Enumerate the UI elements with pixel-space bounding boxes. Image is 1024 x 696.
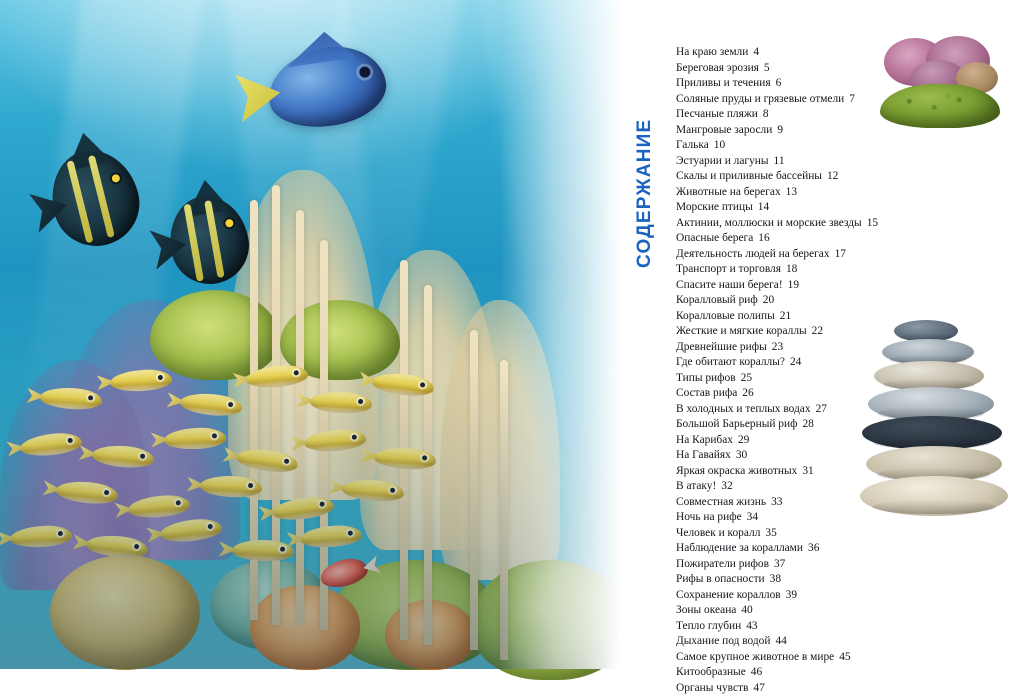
toc-entry-page: 16 xyxy=(758,232,769,244)
toc-entry[interactable] xyxy=(676,681,946,696)
toc-entry-page: 14 xyxy=(758,201,769,213)
toc-entry-page: 45 xyxy=(839,651,850,663)
toc-entry-title: Наблюдение за кораллами xyxy=(676,542,803,554)
stone xyxy=(862,416,1002,450)
toc-entry-page: 17 xyxy=(835,248,846,260)
stone xyxy=(860,476,1008,516)
toc-entry-title: Коралловый риф xyxy=(676,294,758,306)
toc-entry-title: В холодных и теплых водах xyxy=(676,403,811,415)
toc-entry-page: 39 xyxy=(786,589,797,601)
toc-entry-page: 47 xyxy=(753,682,764,694)
toc-entry-title: Яркая окраска животных xyxy=(676,465,797,477)
toc-entry-title: Типы рифов xyxy=(676,372,736,384)
toc-entry-title: Древнейшие рифы xyxy=(676,341,767,353)
toc-entry-title: Зоны океана xyxy=(676,604,736,616)
toc-entry[interactable] xyxy=(676,665,946,681)
toc-entry-title: Приливы и течения xyxy=(676,77,771,89)
toc-entry-title: Галька xyxy=(676,139,709,151)
page-title: СОДЕРЖАНИЕ xyxy=(634,32,656,268)
blue-tang-fish xyxy=(263,40,391,134)
toc-entry-page: 22 xyxy=(812,325,823,337)
toc-entry-title: Пожиратели рифов xyxy=(676,558,769,570)
toc-entry-title: Большой Барьерный риф xyxy=(676,418,797,430)
toc-entry-page: 25 xyxy=(741,372,752,384)
toc-entry-page: 10 xyxy=(714,139,725,151)
toc-entry-page: 38 xyxy=(770,573,781,585)
toc-entry-page: 8 xyxy=(763,108,769,120)
toc-entry-title: Эстуарии и лагуны xyxy=(676,155,769,167)
toc-entry-page: 40 xyxy=(741,604,752,616)
toc-entry[interactable] xyxy=(676,634,946,650)
toc-entry-title: Рифы в опасности xyxy=(676,573,765,585)
toc-entry-title: Тепло глубин xyxy=(676,620,741,632)
toc-entry[interactable] xyxy=(676,154,946,170)
toc-entry-page: 26 xyxy=(742,387,753,399)
toc-entry-title: Коралловые полипы xyxy=(676,310,775,322)
toc-entry-title: Самое крупное животное в мире xyxy=(676,651,834,663)
toc-entry-title: Береговая эрозия xyxy=(676,62,759,74)
toc-entry-page: 32 xyxy=(721,480,732,492)
angelfish xyxy=(163,190,255,290)
toc-entry[interactable] xyxy=(676,557,946,573)
toc-entry-page: 4 xyxy=(753,46,759,58)
toc-entry-page: 11 xyxy=(774,155,785,167)
toc-entry[interactable] xyxy=(676,572,946,588)
toc-entry[interactable] xyxy=(676,588,946,604)
toc-entry[interactable] xyxy=(676,603,946,619)
toc-entry-title: Человек и коралл xyxy=(676,527,760,539)
toc-entry-page: 29 xyxy=(738,434,749,446)
toc-entry[interactable] xyxy=(676,293,946,309)
toc-entry-page: 6 xyxy=(776,77,782,89)
toc-entry-page: 15 xyxy=(867,217,878,229)
toc-entry-page: 20 xyxy=(763,294,774,306)
toc-entry-title: На Карибах xyxy=(676,434,733,446)
toc-entry-page: 24 xyxy=(790,356,801,368)
toc-entry-title: Песчаные пляжи xyxy=(676,108,758,120)
toc-entry[interactable] xyxy=(676,216,946,232)
toc-entry-page: 44 xyxy=(775,635,786,647)
toc-entry-page: 23 xyxy=(772,341,783,353)
toc-entry-title: Соляные пруды и грязевые отмели xyxy=(676,93,844,105)
toc-entry-title: Жесткие и мягкие кораллы xyxy=(676,325,807,337)
toc-entry-title: Совместная жизнь xyxy=(676,496,766,508)
toc-entry-title: Мангровые заросли xyxy=(676,124,772,136)
toc-entry-title: В атаку! xyxy=(676,480,716,492)
toc-entry[interactable] xyxy=(676,138,946,154)
toc-entry-title: Где обитают кораллы? xyxy=(676,356,785,368)
toc-entry-page: 43 xyxy=(746,620,757,632)
stacked-stones-image xyxy=(860,320,1010,525)
toc-entry-title: Сохранение кораллов xyxy=(676,589,781,601)
toc-entry-title: Дыхание под водой xyxy=(676,635,770,647)
toc-entry-page: 27 xyxy=(816,403,827,415)
toc-entry-title: На краю земли xyxy=(676,46,748,58)
toc-entry[interactable] xyxy=(676,200,946,216)
toc-entry-page: 21 xyxy=(780,310,791,322)
toc-entry[interactable] xyxy=(676,231,946,247)
toc-entry-page: 12 xyxy=(827,170,838,182)
toc-entry-page: 5 xyxy=(764,62,770,74)
moss-rock-with-flowers-image xyxy=(874,36,1006,128)
toc-entry-title: Спасите наши берега! xyxy=(676,279,783,291)
toc-entry-page: 30 xyxy=(736,449,747,461)
toc-entry-page: 34 xyxy=(747,511,758,523)
table-of-contents-page xyxy=(620,0,1024,669)
toc-entry[interactable] xyxy=(676,185,946,201)
toc-entry-title: На Гавайях xyxy=(676,449,731,461)
toc-entry-title: Скалы и приливные бассейны xyxy=(676,170,822,182)
toc-entry[interactable] xyxy=(676,169,946,185)
toc-entry-page: 35 xyxy=(765,527,776,539)
toc-entry-page: 28 xyxy=(802,418,813,430)
toc-entry-title: Транспорт и торговля xyxy=(676,263,781,275)
toc-entry-page: 31 xyxy=(802,465,813,477)
toc-entry-title: Морские птицы xyxy=(676,201,753,213)
toc-entry[interactable] xyxy=(676,278,946,294)
toc-entry-title: Актинии, моллюски и морские звезды xyxy=(676,217,862,229)
toc-entry-title: Ночь на рифе xyxy=(676,511,742,523)
toc-entry-page: 18 xyxy=(786,263,797,275)
toc-entry[interactable] xyxy=(676,247,946,263)
toc-entry-page: 9 xyxy=(777,124,783,136)
toc-entry-page: 36 xyxy=(808,542,819,554)
toc-entry-page: 13 xyxy=(786,186,797,198)
toc-entry-page: 19 xyxy=(788,279,799,291)
toc-entry-title: Китообразные xyxy=(676,666,746,678)
toc-entry[interactable] xyxy=(676,526,946,542)
toc-entry-title: Опасные берега xyxy=(676,232,753,244)
toc-entry-title: Деятельность людей на берегах xyxy=(676,248,830,260)
toc-entry[interactable] xyxy=(676,541,946,557)
toc-entry-title: Состав рифа xyxy=(676,387,737,399)
toc-entry-page: 7 xyxy=(849,93,855,105)
toc-entry[interactable] xyxy=(676,650,946,666)
toc-entry[interactable] xyxy=(676,619,946,635)
toc-entry-page: 46 xyxy=(751,666,762,678)
toc-entry-title: Животные на берегах xyxy=(676,186,781,198)
toc-entry[interactable] xyxy=(676,262,946,278)
toc-entry-page: 33 xyxy=(771,496,782,508)
page-edge-fade xyxy=(500,0,620,669)
toc-entry-page: 37 xyxy=(774,558,785,570)
toc-entry-title: Органы чувств xyxy=(676,682,748,694)
moss-mound xyxy=(880,84,1000,128)
